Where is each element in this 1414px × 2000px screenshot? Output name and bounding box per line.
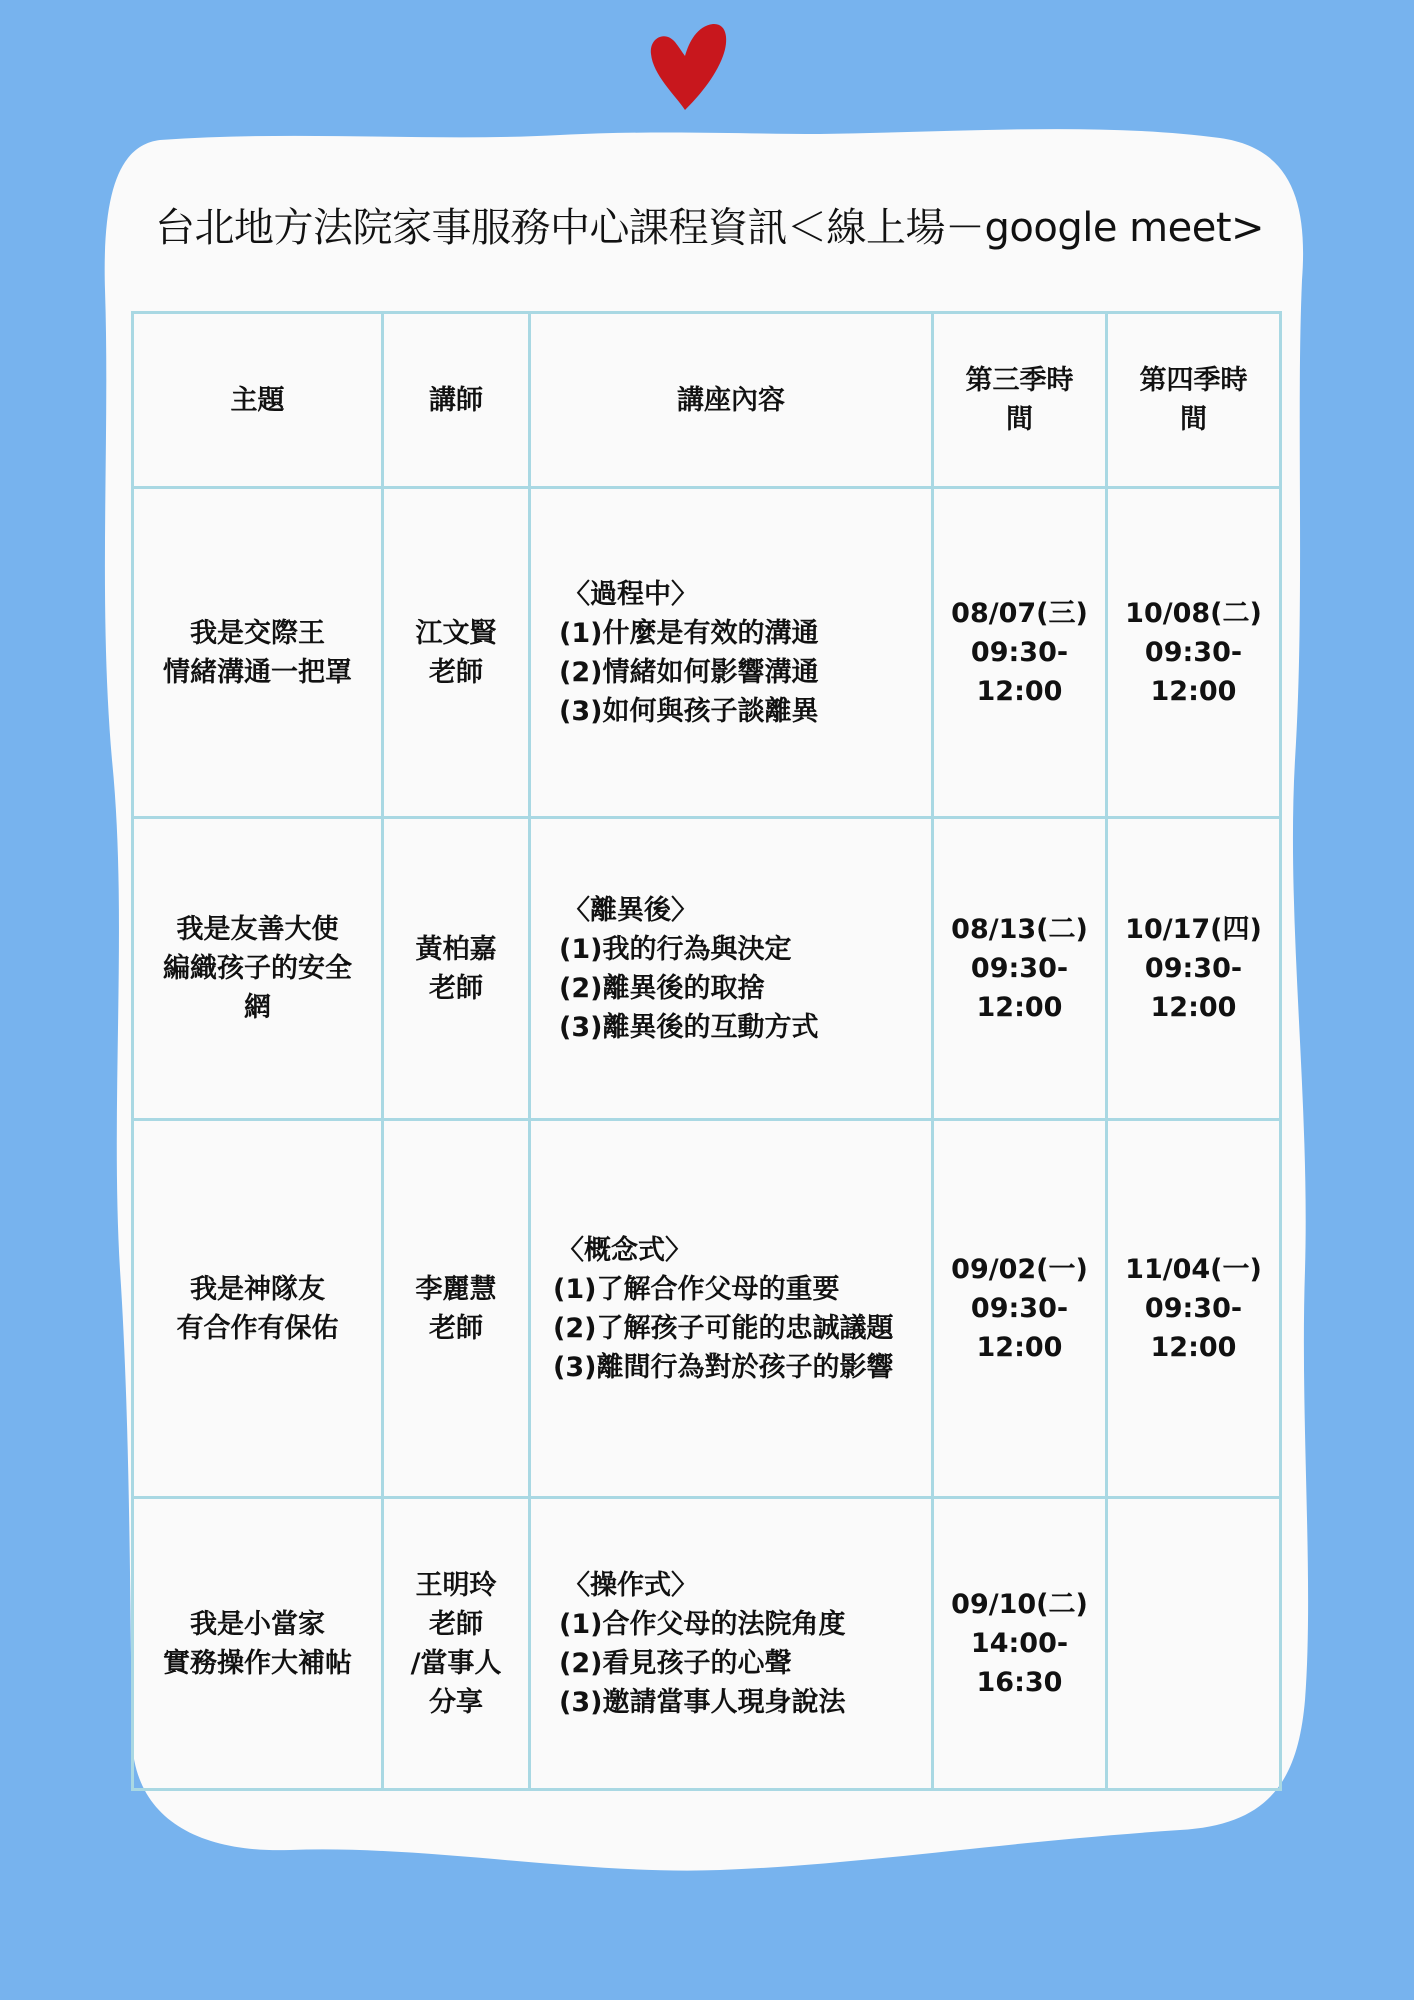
cell-q3: 09/02(一) 09:30- 12:00 — [933, 1120, 1107, 1498]
heart-icon — [645, 20, 731, 116]
cell-q3: 08/13(二) 09:30- 12:00 — [933, 818, 1107, 1120]
cell-content: 〈過程中〉 (1)什麼是有效的溝通 (2)情緒如何影響溝通 (3)如何與孩子談離異 — [530, 488, 933, 818]
cell-topic: 我是小當家 實務操作大補帖 — [133, 1498, 383, 1790]
cell-q3: 08/07(三) 09:30- 12:00 — [933, 488, 1107, 818]
cell-teacher: 黃柏嘉 老師 — [383, 818, 530, 1120]
cell-teacher: 王明玲 老師 /當事人 分享 — [383, 1498, 530, 1790]
table-header-row — [133, 313, 1281, 488]
table-row — [133, 1498, 1281, 1790]
cell-q4: 11/04(一) 09:30- 12:00 — [1107, 1120, 1281, 1498]
header-q3: 第三季時 間 — [933, 313, 1107, 488]
cell-q3: 09/10(二) 14:00- 16:30 — [933, 1498, 1107, 1790]
cell-q4-empty — [1107, 1498, 1281, 1790]
cell-teacher: 李麗慧 老師 — [383, 1120, 530, 1498]
cell-q4: 10/08(二) 09:30- 12:00 — [1107, 488, 1281, 818]
cell-topic: 我是交際王 情緒溝通一把罩 — [133, 488, 383, 818]
cell-q4: 10/17(四) 09:30- 12:00 — [1107, 818, 1281, 1120]
table-row — [133, 818, 1281, 1120]
cell-topic: 我是神隊友 有合作有保佑 — [133, 1120, 383, 1498]
cell-content: 〈操作式〉 (1)合作父母的法院角度 (2)看見孩子的心聲 (3)邀請當事人現身說法 — [530, 1498, 933, 1790]
header-content: 講座內容 — [530, 313, 933, 488]
header-topic: 主題 — [133, 313, 383, 488]
cell-content: 〈離異後〉 (1)我的行為與決定 (2)離異後的取捨 (3)離異後的互動方式 — [530, 818, 933, 1120]
course-table — [131, 311, 1282, 1791]
page-title: 台北地方法院家事服務中心課程資訊＜線上場－google meet> — [155, 205, 1265, 251]
table-row — [133, 1120, 1281, 1498]
cell-topic: 我是友善大使 編織孩子的安全 網 — [133, 818, 383, 1120]
table-row — [133, 488, 1281, 818]
header-teacher: 講師 — [383, 313, 530, 488]
cell-content: 〈概念式〉 (1)了解合作父母的重要 (2)了解孩子可能的忠誠議題 (3)離間行為對於孩子的影響 — [530, 1120, 933, 1498]
cell-teacher: 江文賢 老師 — [383, 488, 530, 818]
header-q4: 第四季時 間 — [1107, 313, 1281, 488]
